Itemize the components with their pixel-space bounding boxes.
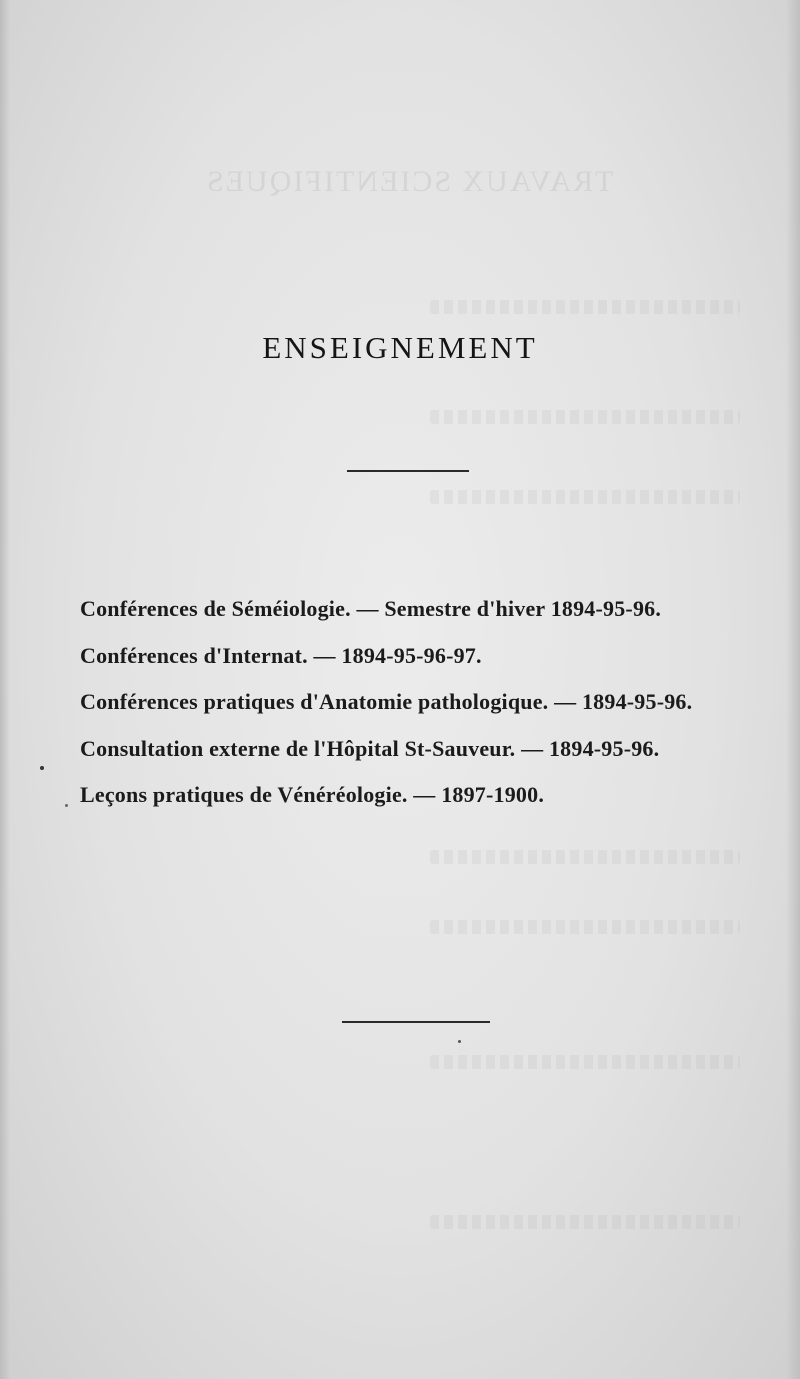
ink-speck [65, 804, 68, 807]
bleed-through-line [430, 1055, 740, 1069]
teaching-list [80, 598, 780, 831]
bottom-divider [342, 1021, 490, 1023]
page-edge-left [0, 0, 10, 1379]
bleed-through-line [430, 490, 740, 504]
ink-speck [40, 766, 44, 770]
top-divider [347, 470, 469, 472]
bleed-through-title: TRAVAUX SCIENTIFIQUES [205, 165, 614, 198]
teaching-entry: Leçons pratiques de Vénéréologie. — 1897-1900. [80, 782, 545, 807]
ink-speck [458, 1040, 461, 1043]
teaching-entry: Conférences pratiques d'Anatomie pathologique. — 1894-95-96. [80, 689, 693, 714]
page-edge-right [786, 0, 800, 1379]
bleed-through-line [430, 300, 740, 314]
section-heading: ENSEIGNEMENT [262, 330, 538, 365]
teaching-entry: Consultation externe de l'Hôpital St-Sauveur. — 1894-95-96. [80, 735, 660, 761]
bleed-through-line [430, 1215, 740, 1229]
bleed-through-line [430, 850, 740, 864]
teaching-entry: Conférences d'Internat. — 1894-95-96-97. [80, 642, 482, 668]
teaching-entry: Conférences de Séméiologie. — Semestre d'hiver 1894-95-96. [80, 596, 662, 621]
bleed-through-line [430, 410, 740, 424]
bleed-through-line [430, 920, 740, 934]
